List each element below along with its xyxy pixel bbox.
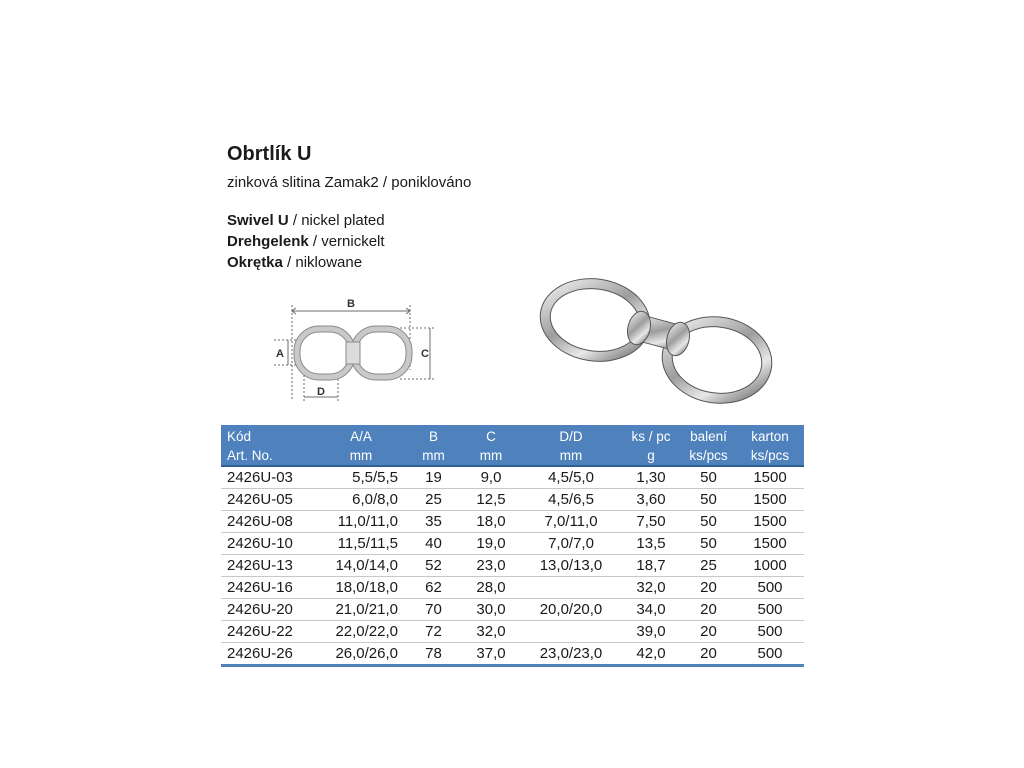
dim-label-d: D (317, 386, 325, 398)
table-cell: 2426U-26 (221, 643, 316, 666)
table-cell: 20 (681, 643, 736, 666)
table-cell: 34,0 (621, 599, 681, 621)
table-cell: 500 (736, 577, 804, 599)
table-cell: 1500 (736, 466, 804, 489)
table-cell: 6,0/8,0 (316, 489, 406, 511)
table-cell: 1500 (736, 511, 804, 533)
table-row (221, 489, 804, 511)
table-cell: 40 (406, 533, 461, 555)
header-cell: ks/pcs (736, 446, 804, 466)
table-row (221, 511, 804, 533)
table-cell: 13,5 (621, 533, 681, 555)
header-cell: D/D (521, 425, 621, 446)
table-cell: 1500 (736, 489, 804, 511)
table-cell: 2426U-20 (221, 599, 316, 621)
table-cell: 35 (406, 511, 461, 533)
table-cell: 25 (406, 489, 461, 511)
header-cell: Art. No. (221, 446, 316, 466)
header-cell: mm (316, 446, 406, 466)
table-cell: 2426U-08 (221, 511, 316, 533)
table-cell: 14,0/14,0 (316, 555, 406, 577)
table-cell: 20 (681, 599, 736, 621)
table-cell: 28,0 (461, 577, 521, 599)
table-cell: 4,5/6,5 (521, 489, 621, 511)
table-row (221, 466, 804, 489)
table-cell: 32,0 (461, 621, 521, 643)
table-row (221, 577, 804, 599)
table-cell: 22,0/22,0 (316, 621, 406, 643)
table-cell: 37,0 (461, 643, 521, 666)
table-row (221, 555, 804, 577)
header-cell: ks/pcs (681, 446, 736, 466)
table-cell: 20 (681, 577, 736, 599)
table-header-row (221, 425, 804, 446)
product-material: zinková slitina Zamak2 / poniklováno (227, 174, 472, 191)
lang-line-de (227, 233, 385, 250)
table-row (221, 621, 804, 643)
table-cell: 23,0 (461, 555, 521, 577)
lang-desc: / niklowane (282, 254, 363, 271)
header-cell: balení (681, 425, 736, 446)
table-cell: 7,0/7,0 (521, 533, 621, 555)
table-cell: 39,0 (621, 621, 681, 643)
table-cell: 3,60 (621, 489, 681, 511)
header-cell: mm (521, 446, 621, 466)
table-cell: 19,0 (461, 533, 521, 555)
table-cell: 13,0/13,0 (521, 555, 621, 577)
dim-label-c: C (421, 348, 429, 360)
header-cell: karton (736, 425, 804, 446)
table-cell: 11,5/11,5 (316, 533, 406, 555)
table-cell: 30,0 (461, 599, 521, 621)
table-cell: 2426U-22 (221, 621, 316, 643)
table-cell: 50 (681, 489, 736, 511)
lang-name: Drehgelenk (227, 233, 309, 250)
table-cell: 2426U-13 (221, 555, 316, 577)
lang-line-pl (227, 254, 362, 271)
table-cell: 7,0/11,0 (521, 511, 621, 533)
header-cell: B (406, 425, 461, 446)
table-cell: 2426U-10 (221, 533, 316, 555)
table-cell: 2426U-05 (221, 489, 316, 511)
product-photo (535, 268, 780, 413)
table-cell: 12,5 (461, 489, 521, 511)
product-title: Obrtlík U (227, 143, 312, 165)
lang-name: Okrętka (227, 254, 283, 271)
table-cell: 19 (406, 466, 461, 489)
table-cell: 21,0/21,0 (316, 599, 406, 621)
table-row (221, 533, 804, 555)
table-cell: 72 (406, 621, 461, 643)
table-cell: 18,7 (621, 555, 681, 577)
table-cell: 4,5/5,0 (521, 466, 621, 489)
header-cell: g (621, 446, 681, 466)
table-cell: 26,0/26,0 (316, 643, 406, 666)
table-cell: 1,30 (621, 466, 681, 489)
table-row (221, 643, 804, 666)
table-cell: 18,0/18,0 (316, 577, 406, 599)
header-cell: A/A (316, 425, 406, 446)
table-cell (521, 577, 621, 599)
table-cell: 20,0/20,0 (521, 599, 621, 621)
lang-line-en (227, 212, 385, 229)
table-cell: 9,0 (461, 466, 521, 489)
table-cell: 5,5/5,5 (316, 466, 406, 489)
lang-desc: / vernickelt (308, 233, 385, 250)
table-cell: 42,0 (621, 643, 681, 666)
table-cell: 50 (681, 466, 736, 489)
header-cell: C (461, 425, 521, 446)
table-cell: 20 (681, 621, 736, 643)
table-cell: 50 (681, 533, 736, 555)
table-cell: 2426U-03 (221, 466, 316, 489)
table-cell: 52 (406, 555, 461, 577)
header-cell: mm (461, 446, 521, 466)
table-cell: 32,0 (621, 577, 681, 599)
table-cell: 500 (736, 621, 804, 643)
table-cell: 11,0/11,0 (316, 511, 406, 533)
table-cell: 23,0/23,0 (521, 643, 621, 666)
table-cell: 25 (681, 555, 736, 577)
lang-desc: / nickel plated (288, 212, 385, 229)
table-cell: 18,0 (461, 511, 521, 533)
dim-label-a: A (276, 348, 284, 360)
lang-name: Swivel U (227, 212, 289, 229)
header-cell: Kód (221, 425, 316, 446)
spec-table (221, 425, 804, 667)
table-cell: 1000 (736, 555, 804, 577)
dimension-diagram (270, 295, 440, 410)
table-body (221, 466, 804, 666)
table-cell: 7,50 (621, 511, 681, 533)
table-cell: 78 (406, 643, 461, 666)
table-header-row (221, 446, 804, 466)
dim-label-b: B (347, 298, 355, 310)
table-cell: 70 (406, 599, 461, 621)
table-cell: 50 (681, 511, 736, 533)
header-cell: ks / pc (621, 425, 681, 446)
header-cell: mm (406, 446, 461, 466)
table-cell: 500 (736, 643, 804, 666)
table-cell: 62 (406, 577, 461, 599)
table-cell: 1500 (736, 533, 804, 555)
table-cell (521, 621, 621, 643)
table-cell: 2426U-16 (221, 577, 316, 599)
table-row (221, 599, 804, 621)
table-cell: 500 (736, 599, 804, 621)
